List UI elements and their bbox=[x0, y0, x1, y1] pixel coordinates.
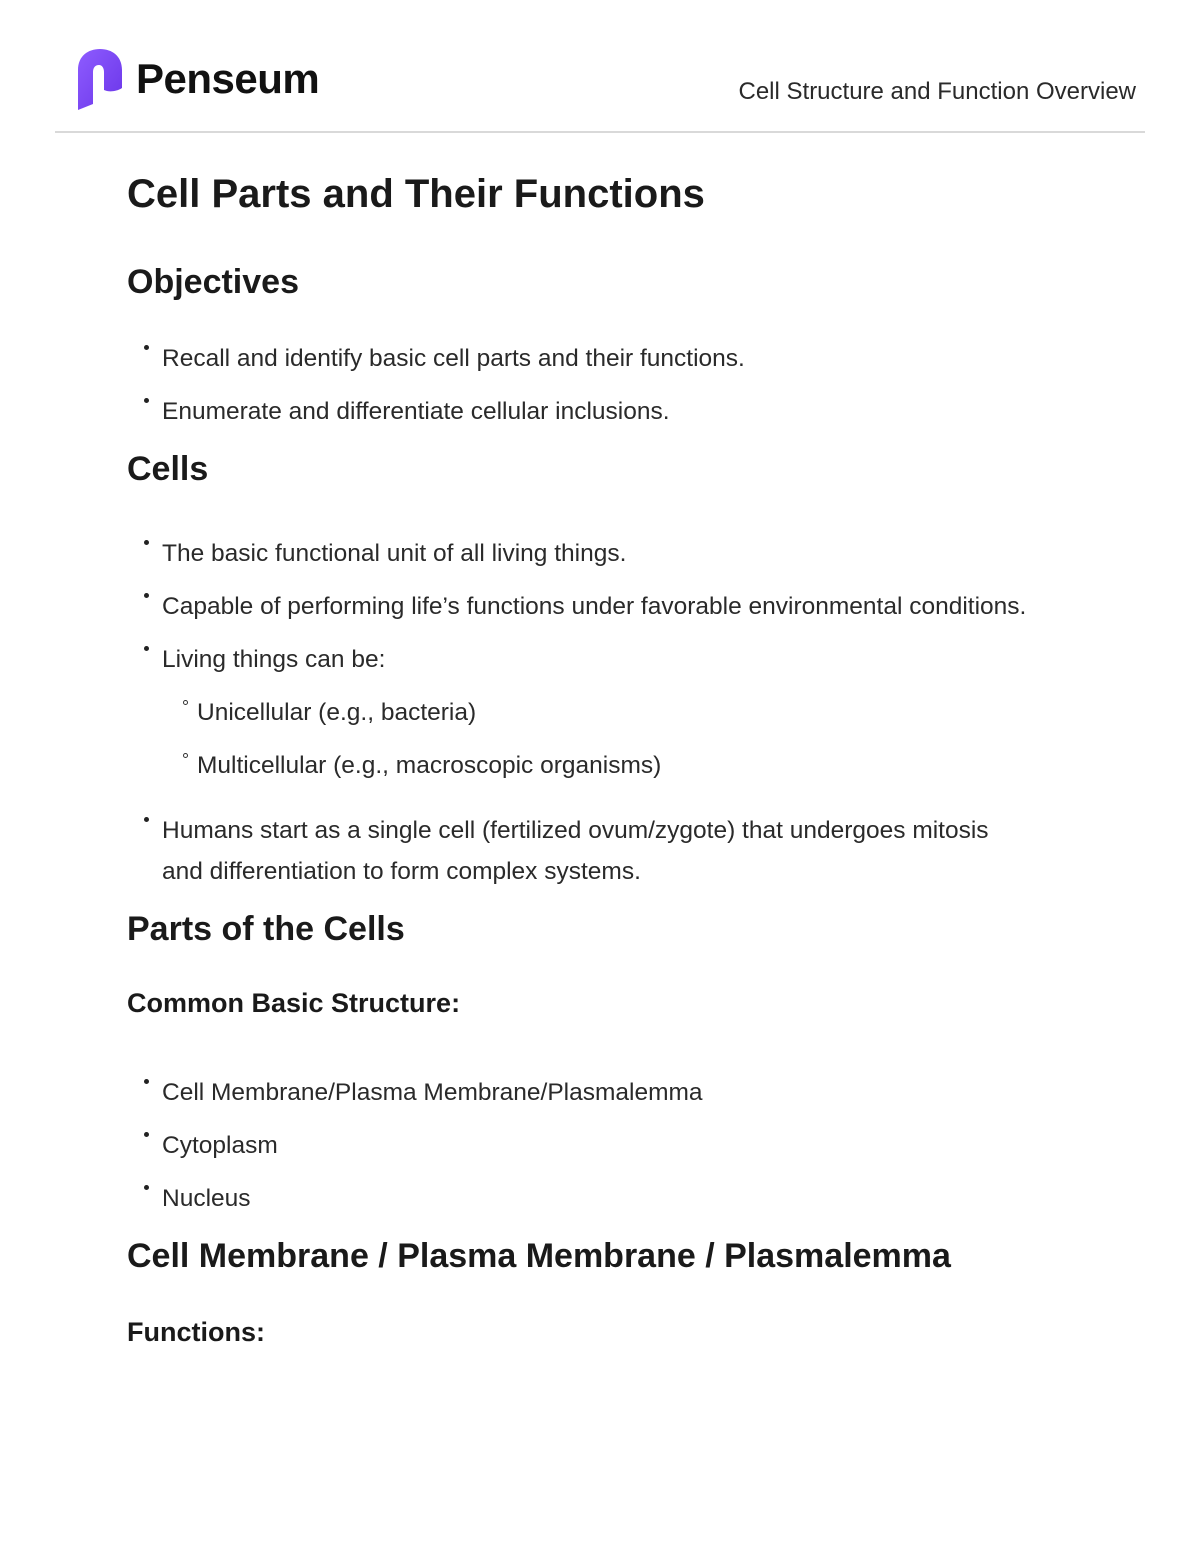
brand-name: Penseum bbox=[136, 55, 320, 102]
common-structure-subheading: Common Basic Structure: bbox=[127, 988, 461, 1018]
parts-heading: Parts of the Cells bbox=[127, 910, 405, 948]
objectives-list bbox=[127, 338, 1027, 432]
list-item: Nucleus bbox=[127, 1178, 1027, 1219]
list-item: Recall and identify basic cell parts and their functions. bbox=[127, 338, 1027, 379]
objectives-heading: Objectives bbox=[127, 263, 299, 301]
document-body bbox=[127, 168, 1027, 1350]
list-item: Capable of performing life’s functions under favorable environmental conditions. bbox=[127, 586, 1027, 627]
brand-logo[interactable] bbox=[76, 48, 319, 110]
membrane-heading: Cell Membrane / Plasma Membrane / Plasmalemma bbox=[127, 1237, 951, 1275]
page-header bbox=[0, 0, 1200, 134]
list-item: The basic functional unit of all living things. bbox=[127, 533, 1027, 574]
functions-subheading: Functions: bbox=[127, 1317, 265, 1347]
header-divider bbox=[55, 131, 1145, 133]
parts-list bbox=[127, 1072, 1027, 1219]
sub-list-item: Unicellular (e.g., bacteria) bbox=[127, 692, 1027, 733]
list-item: Living things can be: bbox=[127, 639, 1027, 680]
cells-list bbox=[127, 533, 1027, 892]
list-item: Cell Membrane/Plasma Membrane/Plasmalemma bbox=[127, 1072, 1027, 1113]
document-title: Cell Structure and Function Overview bbox=[738, 78, 1136, 105]
list-item: Humans start as a single cell (fertilized ovum/zygote) that undergoes mitosis and differentiation to form complex systems. bbox=[127, 810, 1027, 892]
list-item: Enumerate and differentiate cellular inclusions. bbox=[127, 391, 1027, 432]
list-item: Cytoplasm bbox=[127, 1125, 1027, 1166]
cells-heading: Cells bbox=[127, 450, 209, 488]
penseum-logo-icon bbox=[76, 48, 124, 110]
page-title: Cell Parts and Their Functions bbox=[127, 172, 705, 216]
sub-list-item: Multicellular (e.g., macroscopic organisms) bbox=[127, 745, 1027, 786]
